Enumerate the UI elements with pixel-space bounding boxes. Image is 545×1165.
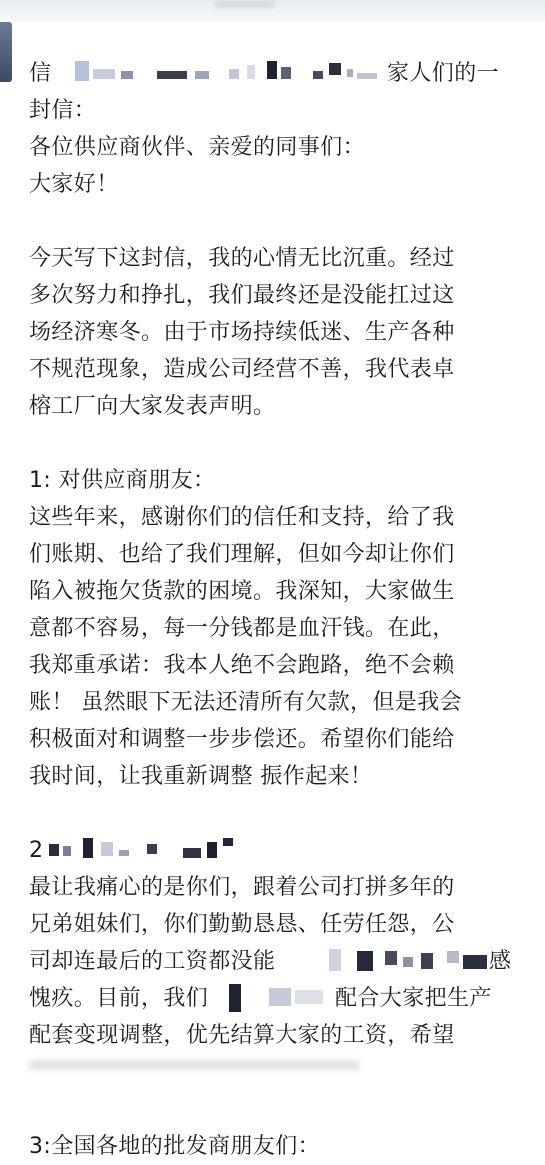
title-tail-text: 家人们的一 xyxy=(387,61,500,86)
section-2-line-3-end: 感 xyxy=(489,949,512,974)
letter-title-line-2: 封信： xyxy=(29,98,97,123)
intro-line-5: 榕工厂向大家发表声明。 xyxy=(29,394,276,419)
section-1-line-5: 我郑重承诺：我本人绝不会跑路，绝不会赖 xyxy=(29,653,455,678)
redaction-mosaic xyxy=(329,943,489,980)
section-1-line-3: 陷入被拖欠货款的困境。我深知，大家做生 xyxy=(29,579,455,604)
section-2-line-3-start: 司却连最后的工资都没能 xyxy=(29,949,276,974)
section-1-line-1: 这些年来，感谢你们的信任和支持，给了我 xyxy=(29,505,455,530)
redaction-mosaic xyxy=(229,980,329,1017)
letter-title-line-1 xyxy=(29,55,529,92)
section-2-line-4-start: 愧疚。目前，我们 xyxy=(29,986,209,1011)
section-1-line-8: 我时间，让我重新调整 振作起来！ xyxy=(29,764,373,789)
section-2-number: 2 xyxy=(29,838,44,863)
section-2-heading xyxy=(29,832,529,869)
intro-line-1: 今天写下这封信，我的心情无比沉重。经过 xyxy=(29,246,455,271)
sender-avatar[interactable] xyxy=(0,22,12,82)
redaction-mosaic xyxy=(47,832,247,869)
intro-line-2: 多次努力和挣扎，我们最终还是没能扛过这 xyxy=(29,283,455,308)
letter-message[interactable] xyxy=(29,55,529,1165)
section-1-heading: 1: 对供应商朋友： xyxy=(29,468,216,493)
section-1-line-4: 意都不容易，每一分钱都是血汗钱。在此， xyxy=(29,616,455,641)
greeting-hello: 大家好！ xyxy=(29,172,119,197)
section-1-line-6: 账！ 虽然眼下无法还清所有欠款，但是我会 xyxy=(29,690,462,715)
section-2-line-4-end: 配合大家把生产 xyxy=(335,986,492,1011)
intro-line-4: 不规范现象，造成公司经营不善，我代表卓 xyxy=(29,357,455,382)
cut-off-text xyxy=(29,1060,359,1070)
section-3-heading: 3:全国各地的批发商朋友们： xyxy=(29,1134,321,1159)
section-2-line-5: 配套变现调整，优先结算大家的工资，希望 xyxy=(29,1023,455,1048)
intro-line-3: 场经济寒冬。由于市场持续低迷、生产各种 xyxy=(29,320,455,345)
section-2-line-3 xyxy=(29,943,529,980)
title-first-char: 信 xyxy=(29,61,52,86)
section-2-line-2: 兄弟姐妹们，你们勤勤恳恳、任劳任怨，公 xyxy=(29,912,455,937)
section-1-line-2: 们账期、也给了我们理解，但如今却让你们 xyxy=(29,542,455,567)
greeting-recipients: 各位供应商伙伴、亲爱的同事们： xyxy=(29,135,366,160)
truncated-next-line xyxy=(0,1060,545,1081)
section-1-line-7: 积极面对和调整一步步偿还。希望你们能给 xyxy=(29,727,455,752)
blurred-header-text xyxy=(215,0,275,8)
previous-message-strip xyxy=(0,0,545,22)
redaction-mosaic xyxy=(57,55,382,92)
section-2-line-4 xyxy=(29,980,529,1017)
section-2-line-1: 最让我痛心的是你们，跟着公司打拼多年的 xyxy=(29,875,455,900)
